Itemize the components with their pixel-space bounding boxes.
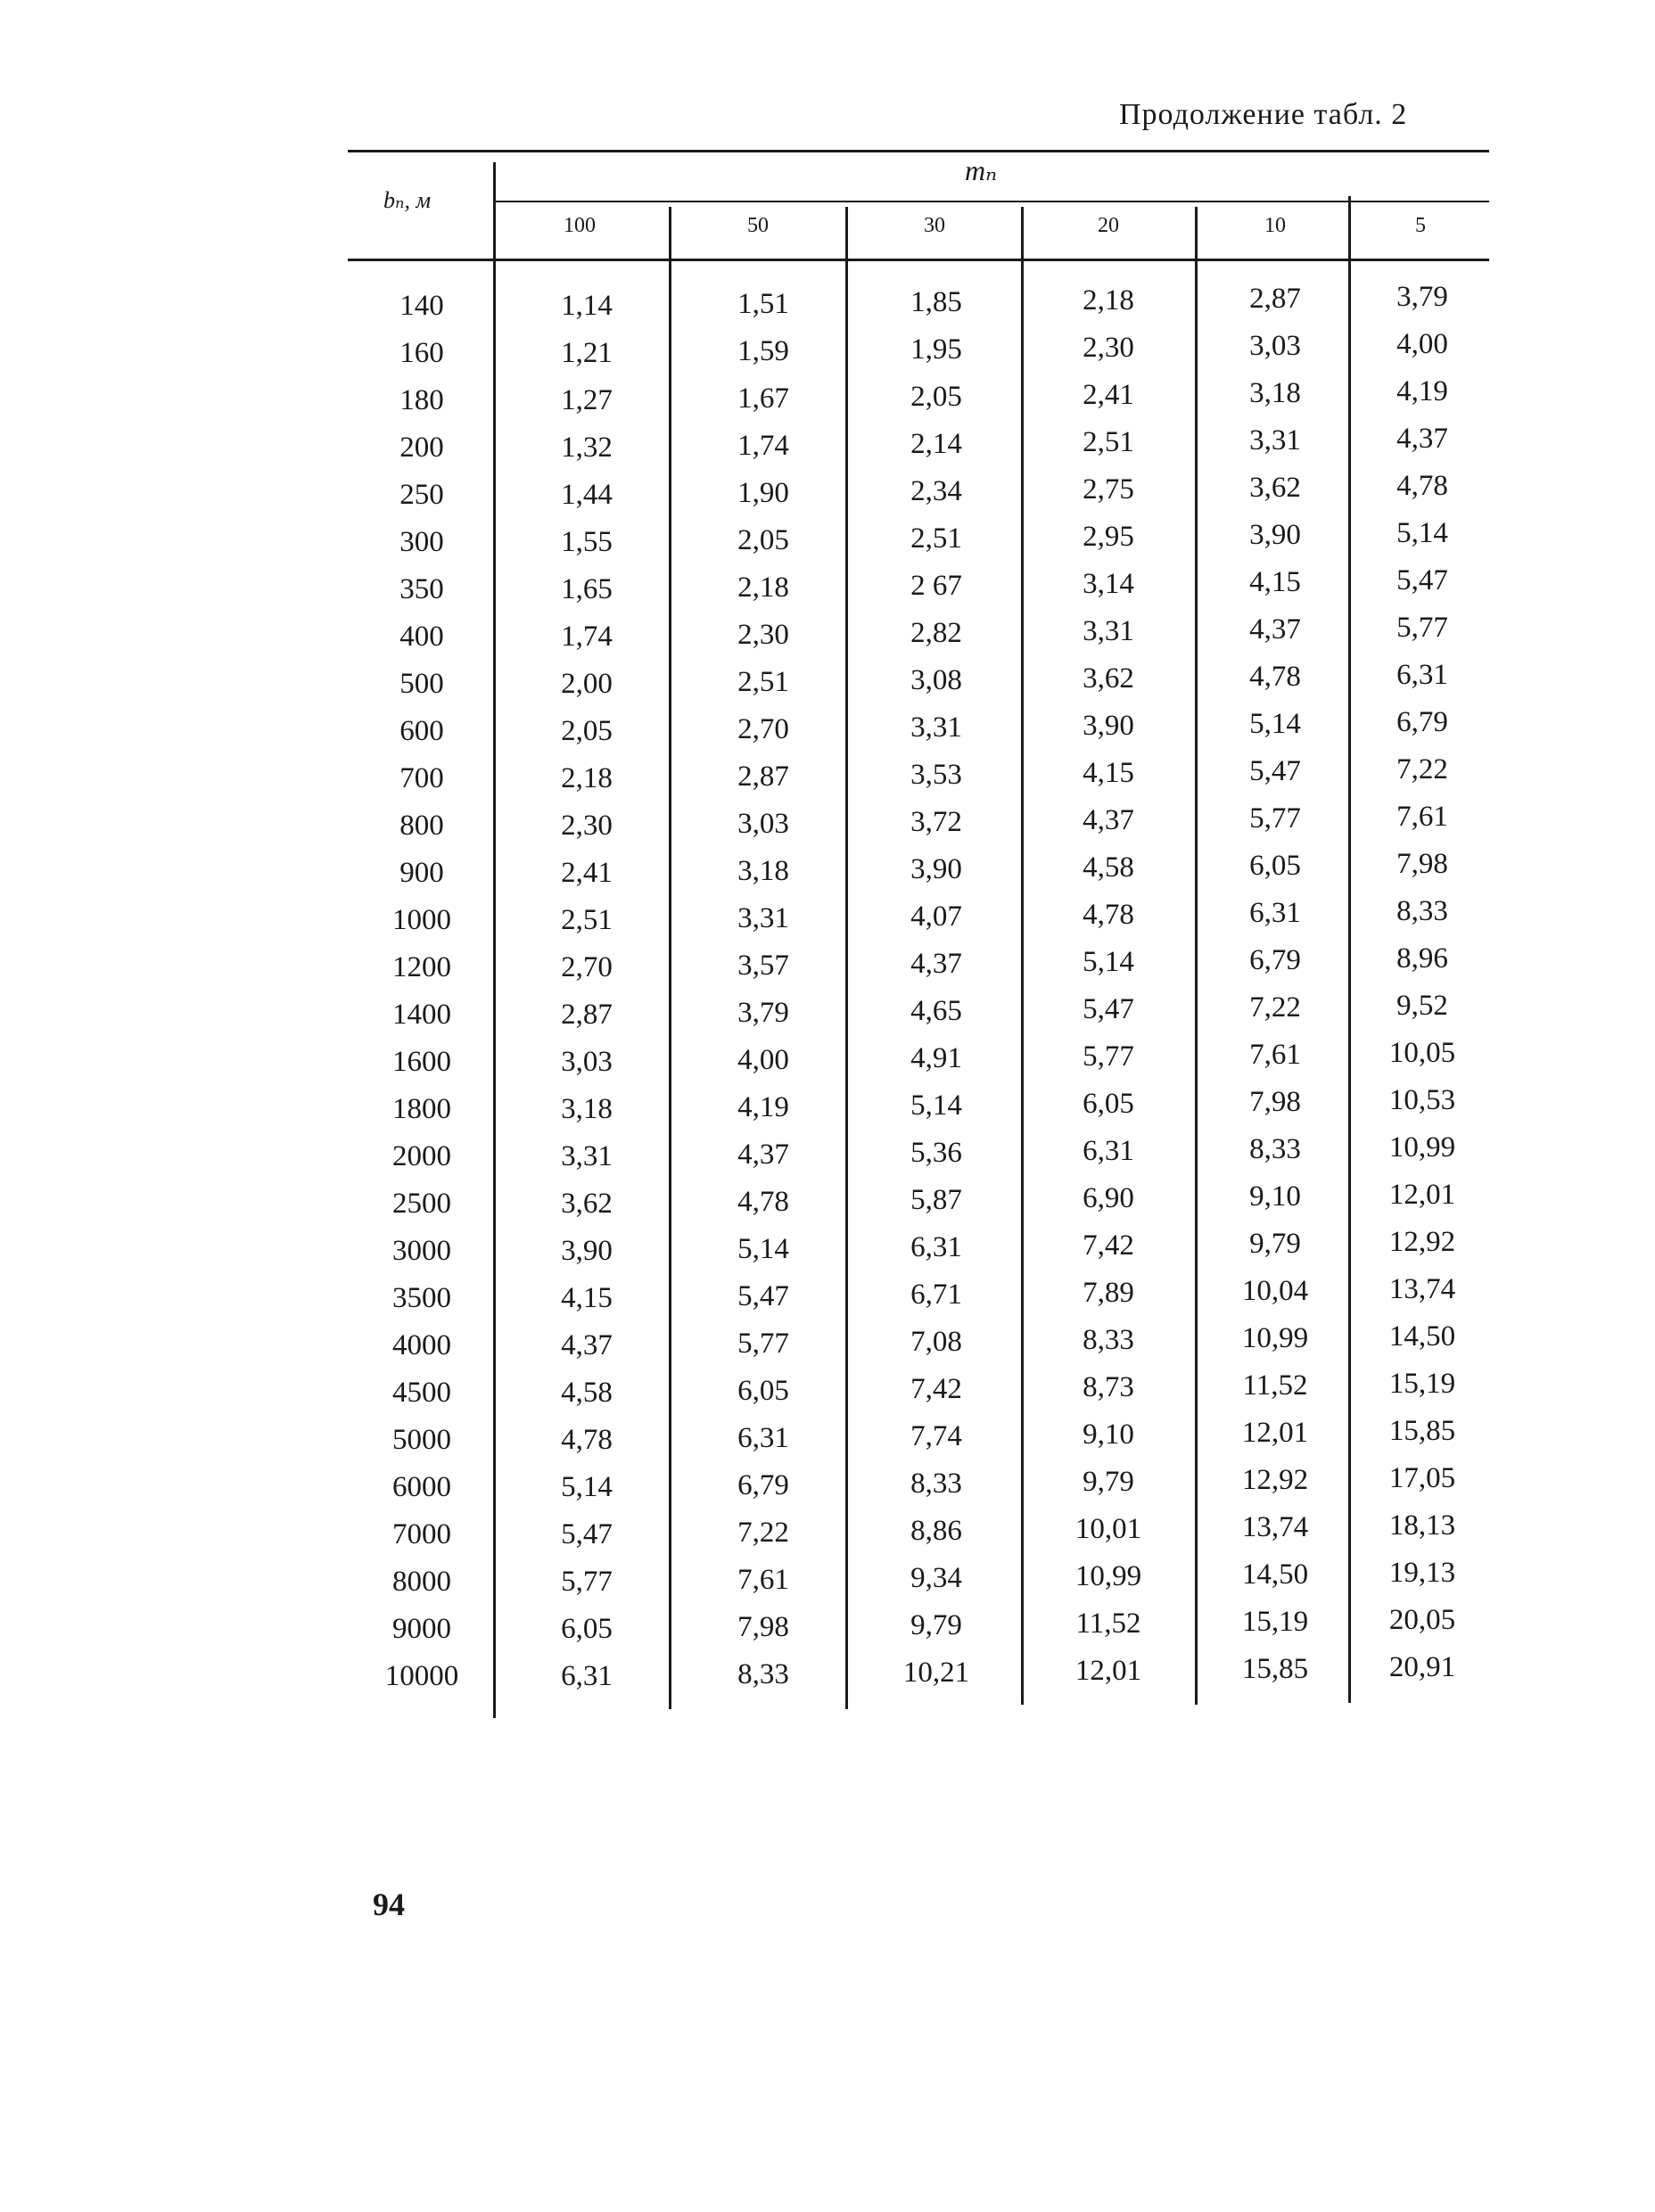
table-row-label: 5000: [392, 1424, 451, 1456]
table-cell: 3,31: [1249, 424, 1301, 456]
table-cell: 5,14: [1396, 517, 1448, 549]
table-cell: 6,31: [561, 1660, 613, 1692]
table-cell: 2,87: [561, 999, 613, 1031]
table-cell: 1,67: [737, 382, 789, 415]
table-cell: 17,05: [1388, 1462, 1456, 1494]
table-row-label: 900: [399, 857, 444, 889]
table-cell: 8,33: [1396, 895, 1448, 927]
table-cell: 1,85: [910, 286, 962, 318]
column-divider: [669, 207, 671, 1709]
table-row-label: 1600: [392, 1046, 451, 1078]
table-cell: 4,37: [1083, 804, 1134, 836]
table-cell: 5,14: [1083, 946, 1134, 978]
table-cell: 12,92: [1388, 1226, 1456, 1258]
table-cell: 3,79: [737, 997, 789, 1029]
table-cell: 2,82: [910, 617, 962, 649]
table-cell: 2,70: [737, 713, 789, 745]
table-cell: 4,78: [1249, 661, 1301, 693]
table-cell: 4,37: [1249, 613, 1301, 646]
table-cell: 7,89: [1083, 1277, 1134, 1309]
table-cell: 3,62: [1083, 662, 1134, 695]
table-cell: 3,31: [737, 902, 789, 934]
table-cell: 5,87: [910, 1184, 962, 1216]
table-cell: 11,52: [1075, 1608, 1141, 1640]
table-cell: 3,57: [737, 950, 789, 982]
table-cell: 3,72: [910, 806, 962, 838]
table-top-rule: [348, 150, 1489, 152]
table-cell: 10,99: [1241, 1322, 1309, 1354]
table-cell: 11,52: [1242, 1369, 1308, 1402]
table-row-label: 4500: [392, 1377, 451, 1409]
table-cell: 4,65: [910, 995, 962, 1027]
table-cell: 14,50: [1241, 1558, 1309, 1591]
table-cell: 1,32: [561, 432, 613, 464]
table-cell: 2 67: [910, 570, 962, 602]
table-cell: 3,62: [1249, 472, 1301, 504]
table-row-label: 1000: [392, 904, 451, 936]
table-cell: 2,18: [561, 762, 613, 794]
table-cell: 4,19: [737, 1091, 789, 1123]
table-cell: 4,15: [561, 1282, 613, 1314]
table-cell: 1,90: [737, 477, 789, 509]
table-cell: 7,61: [1396, 801, 1448, 833]
table-cell: 2,05: [561, 715, 613, 747]
group-header-label: mₙ: [965, 154, 998, 186]
table-cell: 4,37: [910, 948, 962, 980]
table-row-label: 600: [399, 715, 444, 747]
table-cell: 15,19: [1241, 1606, 1309, 1638]
table-cell: 5,77: [1396, 612, 1448, 644]
table-row-label: 10000: [384, 1660, 459, 1692]
table-caption: Продолжение табл. 2: [1119, 98, 1408, 131]
table-row-label: 400: [399, 621, 444, 653]
table-cell: 7,74: [910, 1420, 962, 1452]
table-cell: 9,79: [1249, 1228, 1301, 1260]
table-cell: 1,55: [561, 526, 613, 558]
table-cell: 3,79: [1396, 281, 1448, 313]
table-cell: 7,22: [737, 1517, 789, 1549]
table-cell: 5,14: [737, 1233, 789, 1265]
table-cell: 6,05: [1083, 1088, 1134, 1120]
table-cell: 5,77: [561, 1566, 613, 1598]
table-cell: 2,51: [910, 522, 962, 555]
table-cell: 2,51: [737, 666, 789, 698]
table-cell: 10,04: [1241, 1275, 1309, 1307]
table-cell: 1,65: [561, 573, 613, 605]
row-header-label: bₙ, м: [383, 187, 432, 213]
table-cell: 3,62: [561, 1188, 613, 1220]
table-cell: 10,99: [1075, 1560, 1142, 1592]
table-cell: 2,87: [737, 761, 789, 793]
table-row-label: 160: [399, 337, 444, 369]
column-header-rule: [348, 259, 1489, 261]
table-cell: 15,85: [1388, 1415, 1456, 1447]
table-cell: 1,27: [561, 384, 613, 416]
table-cell: 3,90: [910, 853, 962, 885]
table-cell: 6,31: [1396, 659, 1448, 691]
table-cell: 8,73: [1083, 1371, 1134, 1403]
table-cell: 8,96: [1396, 942, 1448, 974]
table-cell: 2,00: [561, 668, 613, 700]
table-cell: 7,61: [1249, 1039, 1301, 1071]
table-cell: 5,14: [1249, 708, 1301, 740]
table-cell: 2,51: [561, 904, 613, 936]
table-cell: 2,05: [737, 524, 789, 556]
table-cell: 3,90: [1083, 710, 1134, 742]
table-cell: 4,37: [561, 1329, 613, 1361]
table-cell: 2,41: [561, 857, 613, 889]
table-cell: 5,14: [561, 1471, 613, 1503]
table-row-label: 1200: [392, 951, 451, 983]
table-cell: 6,31: [737, 1422, 789, 1454]
table-row-label: 500: [399, 668, 444, 700]
table-cell: 8,86: [910, 1515, 962, 1547]
table-cell: 7,22: [1249, 991, 1301, 1024]
table-cell: 1,51: [737, 288, 789, 320]
table-cell: 7,42: [910, 1373, 962, 1405]
table-cell: 13,74: [1241, 1511, 1309, 1543]
table-cell: 1,44: [561, 479, 613, 511]
table-cell: 8,33: [1249, 1133, 1301, 1165]
table-row-label: 1400: [392, 999, 451, 1031]
table-cell: 8,33: [910, 1468, 962, 1500]
column-divider: [845, 207, 848, 1709]
table-cell: 2,30: [561, 810, 613, 842]
table-cell: 4,37: [737, 1139, 789, 1171]
table-cell: 15,85: [1241, 1653, 1309, 1685]
table-row-label: 3500: [392, 1282, 451, 1314]
table-row-label: 1800: [392, 1093, 451, 1125]
table-cell: 1,21: [561, 337, 613, 369]
table-cell: 2,51: [1083, 426, 1134, 458]
table-cell: 6,05: [737, 1375, 789, 1407]
table-cell: 4,78: [561, 1424, 613, 1456]
table-cell: 15,19: [1388, 1368, 1456, 1400]
table-cell: 7,98: [1249, 1086, 1301, 1118]
table-cell: 4,15: [1249, 566, 1301, 598]
table-cell: 2,87: [1249, 283, 1301, 315]
table-row-label: 8000: [392, 1566, 451, 1598]
table-cell: 7,08: [910, 1326, 962, 1358]
table-cell: 9,10: [1083, 1418, 1134, 1451]
table-cell: 4,37: [1396, 423, 1448, 455]
table-cell: 3,53: [910, 759, 962, 791]
table-cell: 3,31: [1083, 615, 1134, 647]
column-header: 20: [1098, 214, 1119, 237]
table-cell: 9,10: [1249, 1180, 1301, 1213]
table-cell: 6,90: [1083, 1182, 1134, 1214]
table-row-label: 4000: [392, 1329, 451, 1361]
table-row-label: 250: [399, 479, 444, 511]
table-cell: 5,47: [1396, 564, 1448, 596]
table-cell: 14,50: [1388, 1320, 1456, 1353]
table-cell: 9,52: [1396, 990, 1448, 1022]
table-cell: 18,13: [1388, 1509, 1456, 1542]
table-row-label: 7000: [392, 1518, 451, 1550]
table-cell: 2,14: [910, 428, 962, 460]
table-cell: 3,03: [737, 808, 789, 840]
table-cell: 2,18: [737, 572, 789, 604]
table-cell: 10,05: [1388, 1037, 1456, 1069]
table-cell: 1,14: [561, 290, 613, 322]
table-cell: 3,90: [561, 1235, 613, 1267]
table-cell: 7,22: [1396, 753, 1448, 785]
table-cell: 5,77: [737, 1328, 789, 1360]
table-cell: 8,33: [1083, 1324, 1134, 1356]
column-header: 5: [1415, 214, 1426, 237]
table-cell: 2,30: [737, 619, 789, 651]
table-cell: 6,79: [1249, 944, 1301, 976]
table-cell: 19,13: [1388, 1557, 1456, 1589]
table-row-label: 9000: [392, 1613, 451, 1645]
table-cell: 4,15: [1083, 757, 1134, 789]
table-cell: 4,91: [910, 1042, 962, 1074]
table-cell: 7,61: [737, 1564, 789, 1596]
table-cell: 12,92: [1241, 1464, 1309, 1496]
table-cell: 4,19: [1396, 375, 1448, 407]
table-cell: 9,79: [910, 1609, 962, 1641]
table-cell: 10,53: [1388, 1084, 1456, 1116]
table-cell: 5,77: [1083, 1040, 1134, 1073]
table-cell: 3,31: [561, 1140, 613, 1172]
table-cell: 3,03: [561, 1046, 613, 1078]
table-cell: 6,71: [910, 1279, 962, 1311]
table-cell: 6,79: [1396, 706, 1448, 738]
table-cell: 4,78: [737, 1186, 789, 1218]
table-cell: 5,77: [1249, 802, 1301, 835]
column-header: 10: [1264, 214, 1286, 237]
table-cell: 3,18: [737, 855, 789, 887]
table-row-label: 3000: [392, 1235, 451, 1267]
column-header: 50: [747, 214, 769, 237]
table-cell: 2,95: [1083, 521, 1134, 553]
table-row-label: 140: [399, 290, 444, 322]
group-header-rule: [495, 201, 1489, 202]
table-cell: 6,79: [737, 1469, 789, 1501]
table-cell: 3,18: [561, 1093, 613, 1125]
table-cell: 5,47: [1249, 755, 1301, 787]
column-header: 30: [924, 214, 945, 237]
table-row-label: 2000: [392, 1140, 451, 1172]
table-cell: 3,03: [1249, 330, 1301, 362]
table-row-label: 300: [399, 526, 444, 558]
table-cell: 2,34: [910, 475, 962, 507]
column-divider: [1021, 207, 1024, 1705]
table-row-label: 800: [399, 810, 444, 842]
table-cell: 4,58: [561, 1377, 613, 1409]
table-cell: 9,34: [910, 1562, 962, 1594]
table-cell: 2,30: [1083, 332, 1134, 364]
table-cell: 2,05: [910, 381, 962, 413]
table-cell: 3,18: [1249, 377, 1301, 409]
table-cell: 7,42: [1083, 1229, 1134, 1262]
column-header: 100: [564, 214, 596, 237]
table-cell: 12,01: [1388, 1179, 1456, 1211]
table-cell: 5,14: [910, 1090, 962, 1122]
table-row-label: 200: [399, 432, 444, 464]
table-cell: 4,00: [737, 1044, 789, 1076]
table-cell: 9,79: [1083, 1466, 1134, 1498]
table-cell: 10,99: [1388, 1131, 1456, 1164]
table-cell: 2,18: [1083, 284, 1134, 317]
table-row-label: 6000: [392, 1471, 451, 1503]
table-cell: 2,70: [561, 951, 613, 983]
table-cell: 4,00: [1396, 328, 1448, 360]
table-cell: 3,31: [910, 711, 962, 744]
table-cell: 8,33: [737, 1658, 789, 1690]
table-row-label: 2500: [392, 1188, 451, 1220]
table-cell: 5,36: [910, 1137, 962, 1169]
table-cell: 12,01: [1075, 1655, 1142, 1687]
table-cell: 4,78: [1083, 899, 1134, 931]
table-cell: 4,07: [910, 900, 962, 933]
page-number: 94: [373, 1887, 405, 1922]
table-cell: 7,98: [1396, 848, 1448, 880]
table-cell: 3,14: [1083, 568, 1134, 600]
table-cell: 13,74: [1388, 1273, 1456, 1305]
table-cell: 6,05: [1249, 850, 1301, 882]
table-cell: 6,05: [561, 1613, 613, 1645]
table-row-label: 700: [399, 762, 444, 794]
table-cell: 2,75: [1083, 473, 1134, 506]
table-cell: 3,90: [1249, 519, 1301, 551]
table-cell: 1,74: [561, 621, 613, 653]
table-cell: 5,47: [561, 1518, 613, 1550]
table-cell: 10,01: [1075, 1513, 1142, 1545]
row-header-divider: [493, 162, 496, 1718]
table-cell: 1,74: [737, 430, 789, 462]
table-cell: 7,98: [737, 1611, 789, 1643]
table-cell: 6,31: [910, 1231, 962, 1263]
table-cell: 12,01: [1241, 1417, 1309, 1449]
table-row-label: 350: [399, 573, 444, 605]
table-cell: 4,58: [1083, 851, 1134, 884]
table-cell: 2,41: [1083, 379, 1134, 411]
table-cell: 20,91: [1388, 1651, 1456, 1683]
table-cell: 1,95: [910, 333, 962, 366]
table-cell: 6,31: [1249, 897, 1301, 929]
table-cell: 1,59: [737, 335, 789, 367]
table-cell: 10,21: [902, 1657, 970, 1689]
table-cell: 6,31: [1083, 1135, 1134, 1167]
table-cell: 5,47: [1083, 993, 1134, 1025]
table-cell: 5,47: [737, 1280, 789, 1312]
table-cell: 20,05: [1388, 1604, 1456, 1636]
table-cell: 3,08: [910, 664, 962, 696]
table-cell: 4,78: [1396, 470, 1448, 502]
table-row-label: 180: [399, 384, 444, 416]
